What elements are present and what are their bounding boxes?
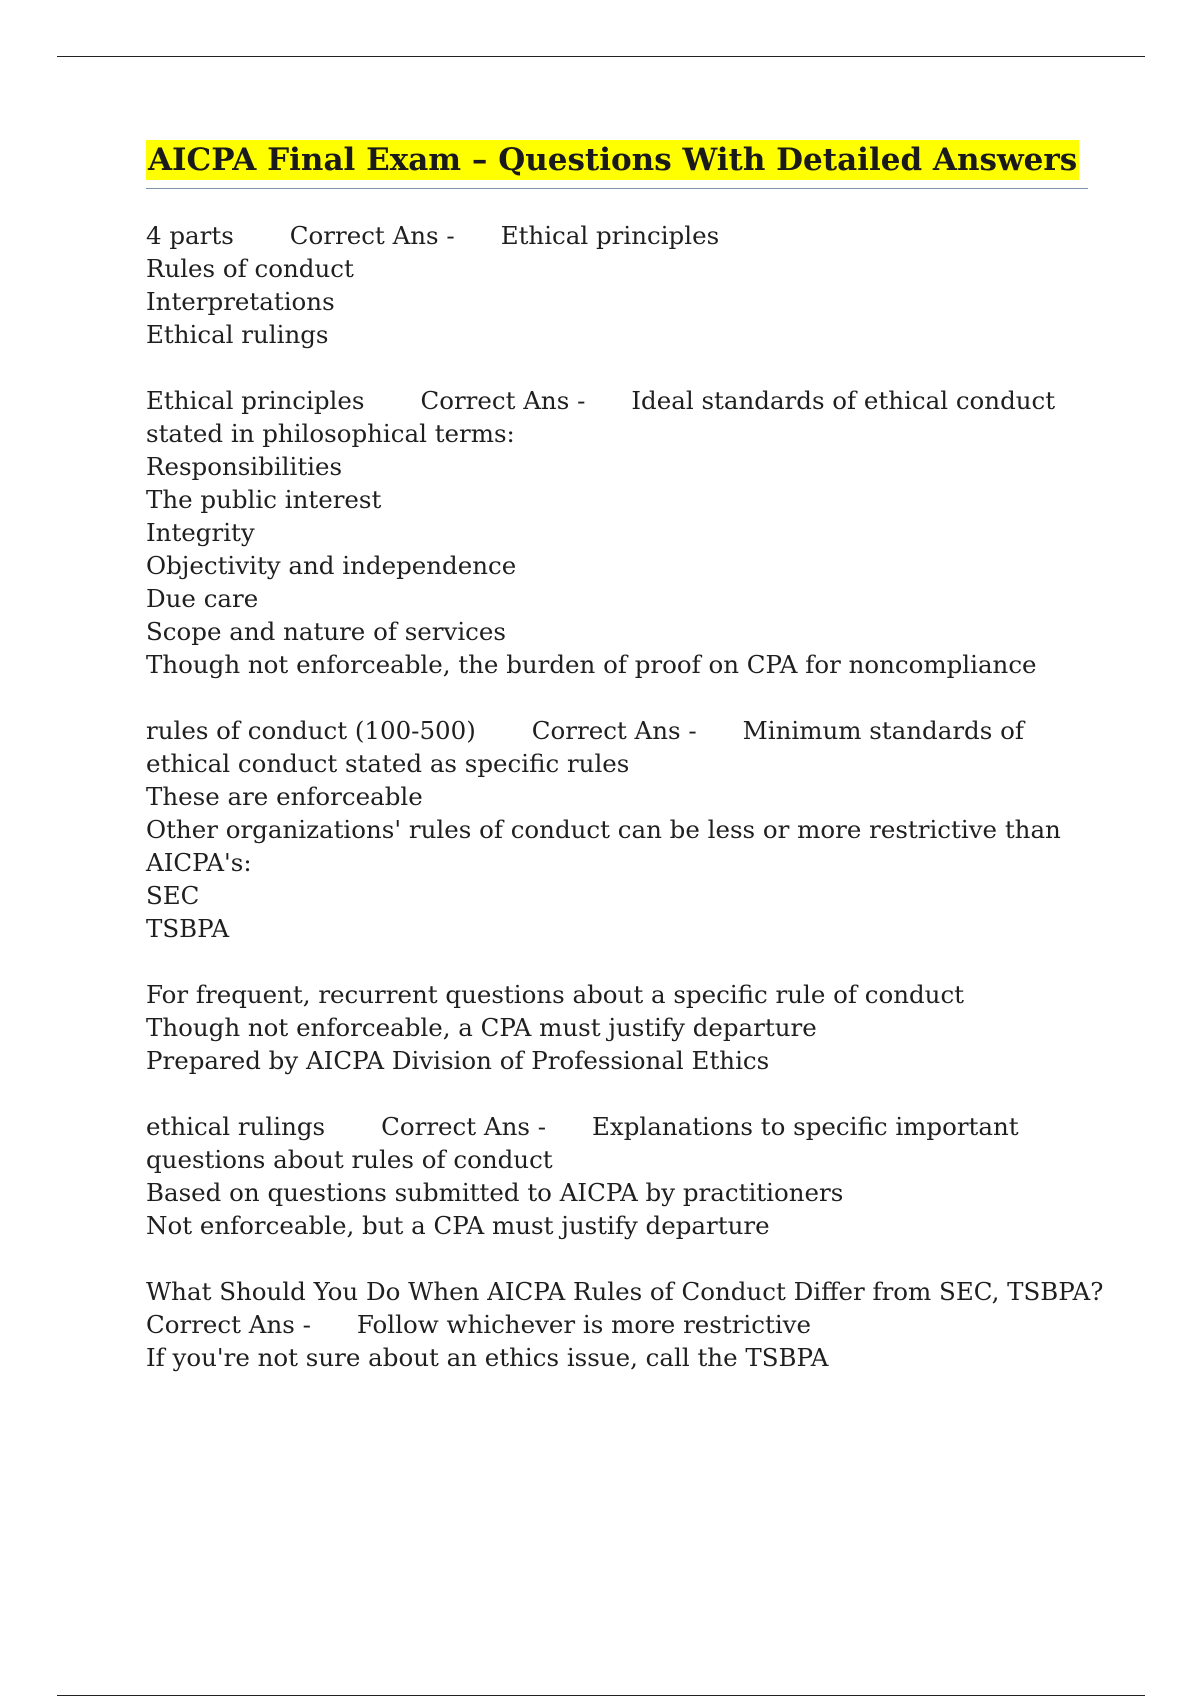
answer-line: TSBPA [146, 914, 230, 943]
answer-label: Correct Ans - [420, 386, 586, 415]
answer-text: Ideal standards of ethical conduct [631, 386, 1056, 415]
answer-line: Scope and nature of services [146, 617, 506, 646]
title-block [146, 140, 1088, 189]
answer-line: Interpretations [146, 287, 335, 316]
answer-line: Prepared by AICPA Division of Professional Ethics [146, 1046, 770, 1075]
answer-line: Not enforceable, but a CPA must justify departure [146, 1211, 770, 1240]
document-page [146, 140, 1104, 1374]
answer-label: Correct Ans - [381, 1112, 546, 1141]
answer-text: Explanations to specific important [592, 1112, 1019, 1141]
answer-line: Responsibilities [146, 452, 343, 481]
qa-entry-ethical-rulings [146, 1110, 1086, 1242]
answer-line: Ethical rulings [146, 320, 329, 349]
answer-line: Rules of conduct [146, 254, 354, 283]
answer-label: Correct Ans - [289, 221, 455, 250]
answer-line: SEC [146, 881, 200, 910]
question-text: 4 parts [146, 221, 234, 250]
document-title: AICPA Final Exam – Questions With Detailed Answers [148, 142, 1078, 178]
answer-line: Due care [146, 584, 259, 613]
answer-line: AICPA's: [146, 848, 252, 877]
qa-entry-differ-from-sec [146, 1275, 1104, 1374]
answer-line: Though not enforceable, a CPA must justify departure [146, 1013, 817, 1042]
answer-line: stated in philosophical terms: [146, 419, 515, 448]
qa-line [146, 384, 1086, 417]
question-text: ethical rulings [146, 1112, 326, 1141]
qa-line [146, 1308, 1086, 1341]
answer-line: Other organizations' rules of conduct can be less or more restrictive than [146, 815, 1061, 844]
answer-line: Though not enforceable, the burden of proof on CPA for noncompliance [146, 650, 1037, 679]
qa-entry-interpretations [146, 978, 1086, 1077]
answer-line: Objectivity and independence [146, 551, 517, 580]
qa-line [146, 1110, 1086, 1143]
answer-text: Follow whichever is more restrictive [356, 1310, 812, 1339]
question-text: rules of conduct (100-500) [146, 716, 476, 745]
answer-line: These are enforceable [146, 782, 423, 811]
answer-text: Ethical principles [500, 221, 720, 250]
header-rule [57, 56, 1145, 57]
qa-entry-4-parts [146, 219, 1086, 351]
answer-line: Based on questions submitted to AICPA by practitioners [146, 1178, 844, 1207]
qa-entry-rules-of-conduct [146, 714, 1086, 945]
answer-label: Correct Ans - [531, 716, 697, 745]
answer-line: If you're not sure about an ethics issue, call the TSBPA [146, 1343, 829, 1372]
qa-line [146, 219, 1086, 252]
answer-label: Correct Ans - [146, 1310, 311, 1339]
qa-line [146, 714, 1086, 747]
qa-entry-ethical-principles [146, 384, 1086, 681]
answer-line: The public interest [146, 485, 382, 514]
footer-rule [57, 1695, 1145, 1696]
answer-line: questions about rules of conduct [146, 1145, 553, 1174]
qa-content [146, 219, 1104, 1374]
answer-text: Minimum standards of [742, 716, 1024, 745]
answer-line: Integrity [146, 518, 255, 547]
question-text: What Should You Do When AICPA Rules of Conduct Differ from SEC, TSBPA? [146, 1277, 1104, 1306]
question-text: Ethical principles [146, 386, 365, 415]
answer-line: ethical conduct stated as specific rules [146, 749, 630, 778]
answer-line: For frequent, recurrent questions about a specific rule of conduct [146, 980, 965, 1009]
